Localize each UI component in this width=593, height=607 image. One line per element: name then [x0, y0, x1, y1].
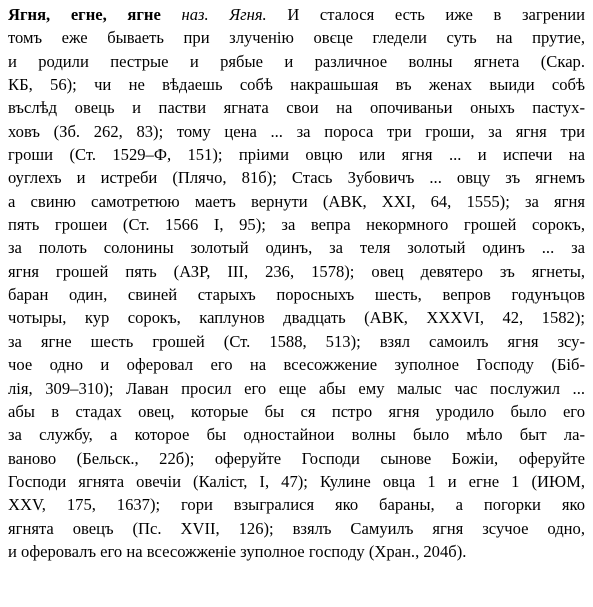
entry-line: ваново (Бельск., 22б); оферуйте Господи сынове Божіи, оферуйте: [8, 448, 585, 468]
entry-line: и родили пестрые и рябые и различное волны ягнета (Скар.: [8, 51, 585, 71]
entry-line: гроши (Ст. 1529–Ф, 151); пріими овцю или ягня ... и испечи на: [8, 145, 585, 165]
entry-line: и оферовалъ его на всесожженіе зуполное господу (Хран., 204б).: [8, 541, 467, 561]
headword: Ягня, егне, ягне: [8, 5, 161, 24]
entry-line: ягнята овецъ (Пс. XVII, 126); взялъ Самуилъ ягня зсучое одно,: [8, 518, 585, 538]
entry-line: чое одно и оферовал его на всесожжение зуполное Господу (Біб-: [8, 355, 585, 375]
entry-line: баран один, свиней старыхъ поросныхъ шесть, вепров годунъцов: [8, 285, 585, 305]
entry-line: лія, 309–310); Лаван просил его еще абы ему малыс час послужил ...: [8, 378, 585, 398]
entry-line: за ягне шесть грошей (Ст. 1588, 513); взял самоилъ ягня зсу-: [8, 331, 585, 351]
entry-line: ягня грошей пять (АЗР, III, 236, 1578); овец девятеро зъ ягнеты,: [8, 261, 585, 281]
entry-line: [8, 3, 585, 26]
entry-line: за службу, а которое бы одностайнои волны было мѣло быт ла-: [8, 425, 585, 445]
entry-line: томъ еже бываеть при злученію овєце гледели суть на прутие,: [8, 28, 585, 48]
part-of-speech: наз. Ягня.: [181, 5, 267, 24]
entry-line: абы в стадах овец, которые бы ся пстро ягня уродило было его: [8, 401, 585, 421]
entry-line: Господи ягнята овечіи (Каліст, I, 47); Кулине овца 1 и егне 1 (ИЮМ,: [8, 471, 585, 491]
entry-line: въслѣд овець и пастви ягната свои на опочиваньи оныхъ пастух-: [8, 98, 585, 118]
entry-line: ховъ (Зб. 262, 83); тому цена ... за пороса три гроши, за ягня три: [8, 121, 585, 141]
entry-line: КБ, 56); чи не вѣдаешь собѣ накрашьшая въ женах выиди собѣ: [8, 75, 585, 95]
entry-text: И сталося есть иже в загрении: [266, 5, 586, 24]
entry-line: чотыры, кур сорокъ, каплунов двадцать (АВК, XXXVI, 42, 1582);: [8, 308, 585, 328]
entry-line: а свиню самотретюю маетъ вернути (АВК, XXI, 64, 1555); за ягня: [8, 191, 585, 211]
entry-line: за полоть солонины золотый одинъ, за теля золотый одинъ ... за: [8, 238, 585, 258]
entry-line: пять грошеи (Ст. 1566 І, 95); за вепра некормного грошей сорокъ,: [8, 215, 585, 235]
entry-line: оуглехъ и истреби (Плячо, 81б); Стась Зубовичъ ... овцу зъ ягнемъ: [8, 168, 585, 188]
entry-line: XXV, 175, 1637); гори взыгралися яко бараны, а погорки яко: [8, 495, 585, 515]
